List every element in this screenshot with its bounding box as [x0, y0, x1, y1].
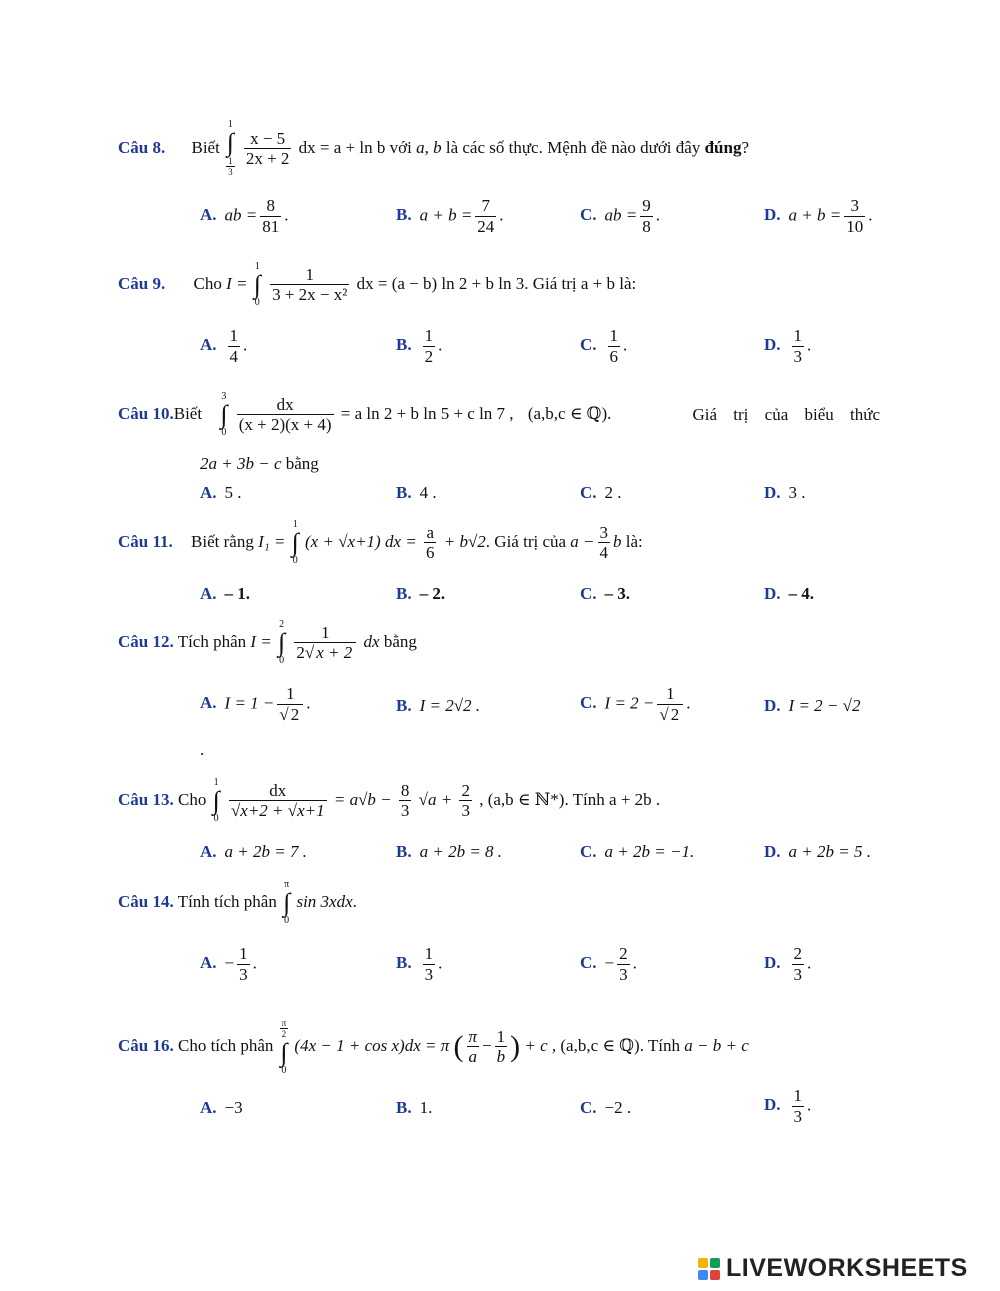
int-lower: 0 [221, 427, 227, 438]
option-text: 3 . [788, 483, 806, 502]
option-letter: D. [764, 205, 781, 225]
option-frac [792, 326, 805, 367]
option-frac [423, 326, 436, 367]
option-frac [277, 684, 303, 725]
integrand: (4x − 1 + cos x)dx = π [294, 1035, 450, 1055]
rhs-fraction [424, 523, 437, 564]
option-text: – 1. [224, 584, 251, 603]
frac-numerator: 8 [400, 780, 410, 800]
option-letter: B. [396, 842, 412, 861]
option-end: . [807, 1095, 812, 1115]
logo-square [698, 1270, 708, 1280]
option-text: – 2. [419, 584, 446, 603]
option-frac [640, 196, 653, 237]
option-letter: A. [200, 693, 217, 713]
option-frac [608, 326, 621, 367]
den-radicand: x + 2 [316, 643, 353, 663]
option-d[interactable] [764, 196, 872, 237]
option-a[interactable] [200, 326, 247, 367]
option-letter: C. [580, 335, 597, 355]
int-lower: 0 [254, 297, 260, 308]
equation-rhs: + b√2 [443, 531, 486, 551]
option-a[interactable] [200, 684, 310, 725]
int-lower-den: 3 [228, 167, 233, 178]
option-num: 1 [793, 326, 803, 345]
equation-lhs: I₁ = [258, 531, 286, 551]
option-num: 9 [642, 196, 651, 215]
option-num: 2 [793, 944, 803, 963]
den-radicand: 2 [290, 704, 300, 724]
option-sign: − [224, 953, 235, 973]
question-label: Câu 11. [118, 531, 173, 551]
expr-b: b [613, 531, 622, 551]
option-den: 3 [619, 964, 628, 984]
integral-sign: 1 ∫ 0 [212, 777, 220, 824]
option-c[interactable] [580, 842, 694, 862]
option-frac [423, 944, 436, 985]
question-12 [118, 620, 417, 666]
frac-denominator: 4 [599, 543, 609, 563]
option-end: . [438, 953, 443, 973]
logo-square [710, 1258, 720, 1268]
question-label: Câu 9. [118, 273, 166, 293]
brand-name: LIVEWORKSHEETS [726, 1254, 968, 1282]
int-upper: 1 [227, 119, 233, 130]
question-label: Câu 10. [118, 403, 174, 423]
integral-sign: 1 ∫ $\frac{1}{3}$ [226, 119, 234, 178]
option-num: 1 [424, 326, 434, 345]
option-frac [792, 1086, 805, 1127]
option-num: 8 [266, 196, 276, 215]
text-voi: với [385, 137, 417, 157]
stray-period: . [200, 740, 205, 759]
equation-lhs: I = [226, 273, 248, 293]
option-den [277, 704, 303, 725]
int-lower: 0 [284, 915, 290, 926]
frac-numerator: 3 [599, 522, 609, 542]
option-end: . [807, 335, 812, 355]
option-end: . [284, 205, 289, 225]
frac-denominator [294, 642, 356, 663]
integrand: sin 3xdx [296, 891, 353, 911]
question-text: Cho tích phân [177, 1035, 274, 1055]
option-letter: B. [396, 584, 412, 603]
den-coef: 2 [296, 643, 305, 663]
question-text: Cho [193, 273, 222, 293]
int-upper-num: π [281, 1018, 287, 1028]
option-b[interactable] [396, 483, 437, 503]
option-a[interactable] [200, 944, 257, 985]
option-letter: B. [396, 335, 412, 355]
int-upper: 1 [292, 519, 298, 530]
option-text: – 4. [788, 584, 815, 603]
option-a[interactable] [200, 842, 307, 862]
question-label: Câu 13. [118, 789, 174, 809]
option-text: a + 2b = 7 . [224, 842, 307, 861]
option-text: a + 2b = 5 . [788, 842, 871, 861]
option-den: 81 [262, 216, 280, 236]
question-tail: . [352, 891, 357, 911]
option-letter: D. [764, 483, 781, 502]
option-lhs: ab = [224, 205, 258, 225]
logo-square [710, 1270, 720, 1280]
option-letter: C. [580, 693, 597, 713]
rhs-fraction-2 [495, 1027, 508, 1068]
frac-denominator: b [496, 1047, 506, 1067]
bold-word: đúng [704, 137, 742, 157]
question-text: Biết rằng [191, 531, 254, 551]
option-num: 1 [609, 326, 619, 345]
equation-rhs: dx [363, 631, 380, 651]
question-label: Câu 12. [118, 631, 174, 651]
option-lhs: a + b = [788, 205, 842, 225]
comma: , [424, 137, 429, 157]
question-text: Biết [191, 137, 220, 157]
option-letter: C. [580, 584, 597, 603]
int-upper: 3 [221, 391, 227, 402]
option-num: 7 [481, 196, 491, 215]
question-13 [118, 778, 660, 824]
liveworksheets-logo [698, 1254, 968, 1283]
option-letter: B. [396, 483, 412, 502]
rhs-fraction-1 [399, 781, 412, 822]
equation-rhs: = a ln 2 + b ln 5 + c ln 7 , [340, 403, 514, 423]
option-letter: A. [200, 205, 217, 225]
option-text: 2 . [604, 483, 622, 502]
option-letter: B. [396, 1098, 412, 1117]
option-letter: D. [764, 842, 781, 861]
int-lower: 0 [279, 655, 285, 666]
option-text: 4 . [419, 483, 437, 502]
option-d[interactable] [764, 944, 811, 985]
option-num: 1 [666, 684, 675, 703]
den-radicand: 2 [670, 704, 680, 724]
rhs-fraction-2 [459, 781, 472, 822]
option-d[interactable] [764, 696, 860, 716]
option-den: 4 [229, 346, 239, 366]
option-letter: A. [200, 483, 217, 502]
equation-rhs-2: √a + [418, 789, 453, 809]
option-frac [228, 326, 241, 367]
integral-sign: 1 ∫ 0 [253, 261, 261, 308]
option-end: . [438, 335, 443, 355]
option-c[interactable] [580, 584, 630, 604]
int-lower-frac [226, 156, 235, 178]
option-text: I = 2√2 . [419, 696, 481, 715]
option-den: 3 [793, 346, 803, 366]
integrand-fraction [270, 265, 349, 306]
option-b[interactable] [396, 1098, 432, 1118]
int-upper: π [284, 879, 290, 890]
option-text: I = 1 − [224, 693, 275, 713]
option-letter: D. [764, 335, 781, 355]
logo-mark-icon [698, 1258, 720, 1280]
int-lower-num: 1 [228, 156, 233, 166]
option-text: I = 2 − [604, 693, 655, 713]
option-end: . [868, 205, 873, 225]
equation-lhs: I = [250, 631, 272, 651]
option-text: a + 2b = −1. [604, 842, 695, 861]
option-letter: B. [396, 696, 412, 715]
expression: a − b + c [684, 1035, 749, 1055]
option-end: . [807, 953, 812, 973]
option-frac [237, 944, 250, 985]
option-end: . [655, 205, 661, 225]
option-num: 1 [239, 944, 248, 963]
question-8 [118, 120, 749, 178]
option-letter: D. [764, 1095, 781, 1115]
int-upper-frac [280, 1018, 289, 1040]
equation-rhs: = a√b − [333, 789, 392, 809]
question-10 [118, 392, 880, 438]
frac-numerator: dx [276, 394, 294, 414]
option-text: I = 2 − √2 [788, 696, 861, 715]
option-letter: A. [200, 842, 217, 861]
option-end: . [252, 953, 257, 973]
question-mark: ? [741, 137, 749, 157]
frac-numerator: 1 [305, 264, 314, 284]
frac-numerator: x − 5 [250, 128, 286, 148]
equation-rhs: dx = a + ln b [298, 137, 386, 157]
option-den: 3 [793, 964, 803, 984]
integrand-fraction [294, 623, 356, 664]
option-end: . [243, 335, 248, 355]
integrand-fraction [229, 781, 327, 822]
frac-denominator: 3 + 2x − x² [272, 285, 348, 305]
option-den: 3 [239, 964, 248, 984]
option-frac [260, 196, 281, 237]
option-d[interactable] [764, 326, 811, 367]
option-b[interactable] [396, 584, 445, 604]
option-end: . [686, 693, 691, 713]
option-b[interactable] [396, 326, 442, 367]
int-upper: 1 [254, 261, 260, 272]
expression: 2a + 3b − c [200, 454, 282, 473]
option-frac [657, 684, 683, 725]
integrand: (x + √x+1) dx = [305, 531, 417, 551]
frac-numerator: a [426, 522, 434, 542]
option-num: 2 [619, 944, 628, 963]
equation-rhs: + c , [524, 1035, 557, 1055]
option-text: – 3. [604, 584, 631, 603]
var-b: b [433, 137, 442, 157]
question-14 [118, 880, 357, 926]
option-text: 1. [419, 1098, 433, 1117]
option-den: 3 [793, 1106, 803, 1126]
question-text: Biết [173, 403, 203, 423]
integral-sign: π ∫ 0 [283, 879, 291, 926]
option-den: 10 [846, 216, 864, 236]
integral-sign: 1 ∫ 0 [291, 519, 299, 566]
option-end: . [499, 205, 504, 225]
expr-fraction [598, 523, 611, 564]
option-letter: C. [580, 953, 597, 973]
option-letter: B. [396, 205, 412, 225]
option-frac [792, 944, 805, 985]
option-letter: D. [764, 584, 781, 603]
frac-denominator: √x+2 + √x+1 [230, 801, 325, 821]
option-letter: A. [200, 584, 217, 603]
option-letter: A. [200, 1098, 217, 1117]
option-end: . [632, 953, 637, 973]
frac-numerator: π [468, 1026, 478, 1046]
option-text: −3 [224, 1098, 243, 1117]
option-d[interactable] [764, 1086, 811, 1127]
option-letter: C. [580, 483, 597, 502]
option-c[interactable] [580, 944, 637, 985]
option-lhs: ab = [604, 205, 638, 225]
int-upper-den: 2 [281, 1029, 287, 1040]
option-text: a + 2b = 8 . [419, 842, 503, 861]
option-lhs: a + b = [419, 205, 473, 225]
option-sign: − [604, 953, 615, 973]
int-upper: 2 [279, 619, 285, 630]
var-a: a [416, 137, 425, 157]
option-a[interactable] [200, 483, 242, 503]
option-letter: C. [580, 1098, 597, 1117]
option-letter: A. [200, 335, 217, 355]
frac-numerator: 1 [496, 1026, 506, 1046]
option-frac [475, 196, 496, 237]
option-frac [844, 196, 865, 237]
question-11 [118, 520, 643, 566]
option-d[interactable] [764, 842, 871, 862]
option-c[interactable] [580, 1098, 631, 1118]
int-lower: 0 [281, 1065, 287, 1077]
option-letter: D. [764, 953, 781, 973]
question-16: Câu 16. Cho tích phân $\frac{\pi}{2}$ ∫ 0 (4x − 1 + cos x)dx = π ( $\frac{\pi}{a}$ − $\frac{1}{b}$ ) + c , (a,b,c ∈ ℚ). Tính a − b + c [118, 1018, 749, 1077]
minus-sign: − [482, 1035, 492, 1055]
integrand-fraction [244, 129, 292, 170]
option-letter: D. [764, 696, 781, 715]
option-letter: C. [580, 205, 597, 225]
integral-sign: 3 ∫ 0 [220, 391, 228, 438]
number-set: , (a,b ∈ ℕ*) [479, 789, 565, 809]
question-text: Tính tích phân [177, 891, 277, 911]
logo-square [698, 1258, 708, 1268]
text-bang: bằng [281, 454, 319, 473]
option-a[interactable] [200, 196, 289, 237]
question-tail: . Giá trị a + b là: [524, 273, 637, 293]
option-b[interactable] [396, 944, 442, 985]
question-tail: là các số thực. Mệnh đề nào dưới đây [441, 137, 705, 157]
integral-sign: $\frac{\pi}{2}$ ∫ 0 [280, 1018, 288, 1077]
option-end: . [623, 335, 628, 355]
int-lower: 0 [292, 555, 298, 566]
option-c[interactable] [580, 196, 660, 237]
question-label: Câu 14. [118, 891, 174, 911]
question-label: Câu 8. [118, 137, 166, 157]
option-num: 1 [424, 944, 434, 963]
option-c[interactable] [580, 483, 622, 503]
option-den [657, 704, 683, 725]
question-tail: Giá trị của biểu thức [692, 405, 880, 424]
option-den: 24 [477, 216, 495, 236]
option-b[interactable] [396, 196, 504, 237]
option-frac [617, 944, 630, 985]
integral-sign: 2 ∫ 0 [278, 619, 286, 666]
question-10-line2 [200, 454, 319, 474]
option-num: 3 [850, 196, 859, 215]
frac-denominator: (x + 2)(x + 4) [238, 415, 332, 435]
expr-a: a − [570, 531, 595, 551]
question-tail: . Giá trị của [485, 531, 567, 551]
option-b[interactable] [396, 842, 502, 862]
int-upper: 1 [213, 777, 219, 788]
option-letter: B. [396, 953, 412, 973]
option-den: 2 [424, 346, 434, 366]
number-set: (a,b,c ∈ ℚ) [560, 1035, 640, 1055]
option-c[interactable] [580, 684, 690, 725]
option-text: 5 . [224, 483, 242, 502]
rhs-fraction-1 [466, 1027, 479, 1068]
question-tail-end: là: [621, 531, 643, 551]
frac-denominator: 3 [461, 801, 470, 821]
question-label: Câu 16. [118, 1035, 174, 1055]
option-b[interactable] [396, 696, 480, 716]
option-c[interactable] [580, 326, 627, 367]
question-text: Tích phân [177, 631, 247, 651]
option-letter: A. [200, 953, 217, 973]
frac-denominator: 6 [425, 543, 435, 563]
frac-numerator: 2 [461, 780, 470, 800]
integrand-fraction [237, 395, 334, 436]
frac-denominator: a [468, 1047, 477, 1067]
question-text: Cho [177, 789, 207, 809]
frac-numerator: 1 [321, 622, 330, 642]
option-num: 1 [286, 684, 295, 703]
option-den: 3 [424, 964, 434, 984]
option-num: 1 [229, 326, 239, 345]
question-9 [118, 262, 636, 308]
option-num: 1 [793, 1086, 803, 1105]
option-text: −2 . [604, 1098, 632, 1117]
frac-denominator: 2x + 2 [245, 149, 290, 169]
option-end: . [306, 693, 311, 713]
int-lower: 0 [213, 813, 219, 824]
option-den: 6 [609, 346, 619, 366]
question-tail: bằng [379, 631, 417, 651]
option-d[interactable] [764, 483, 806, 503]
question-tail: . Tính a + 2b . [564, 789, 661, 809]
option-a[interactable] [200, 584, 250, 604]
option-a[interactable] [200, 1098, 243, 1118]
option-d[interactable] [764, 584, 814, 604]
option-den: 8 [642, 216, 651, 236]
number-set: (a,b,c ∈ ℚ). [527, 403, 612, 423]
option-letter: C. [580, 842, 597, 861]
equation-rhs: dx = (a − b) ln 2 + b ln 3 [356, 273, 525, 293]
question-tail: . Tính [639, 1035, 681, 1055]
frac-numerator: dx [269, 780, 287, 800]
frac-denominator: 3 [400, 801, 410, 821]
